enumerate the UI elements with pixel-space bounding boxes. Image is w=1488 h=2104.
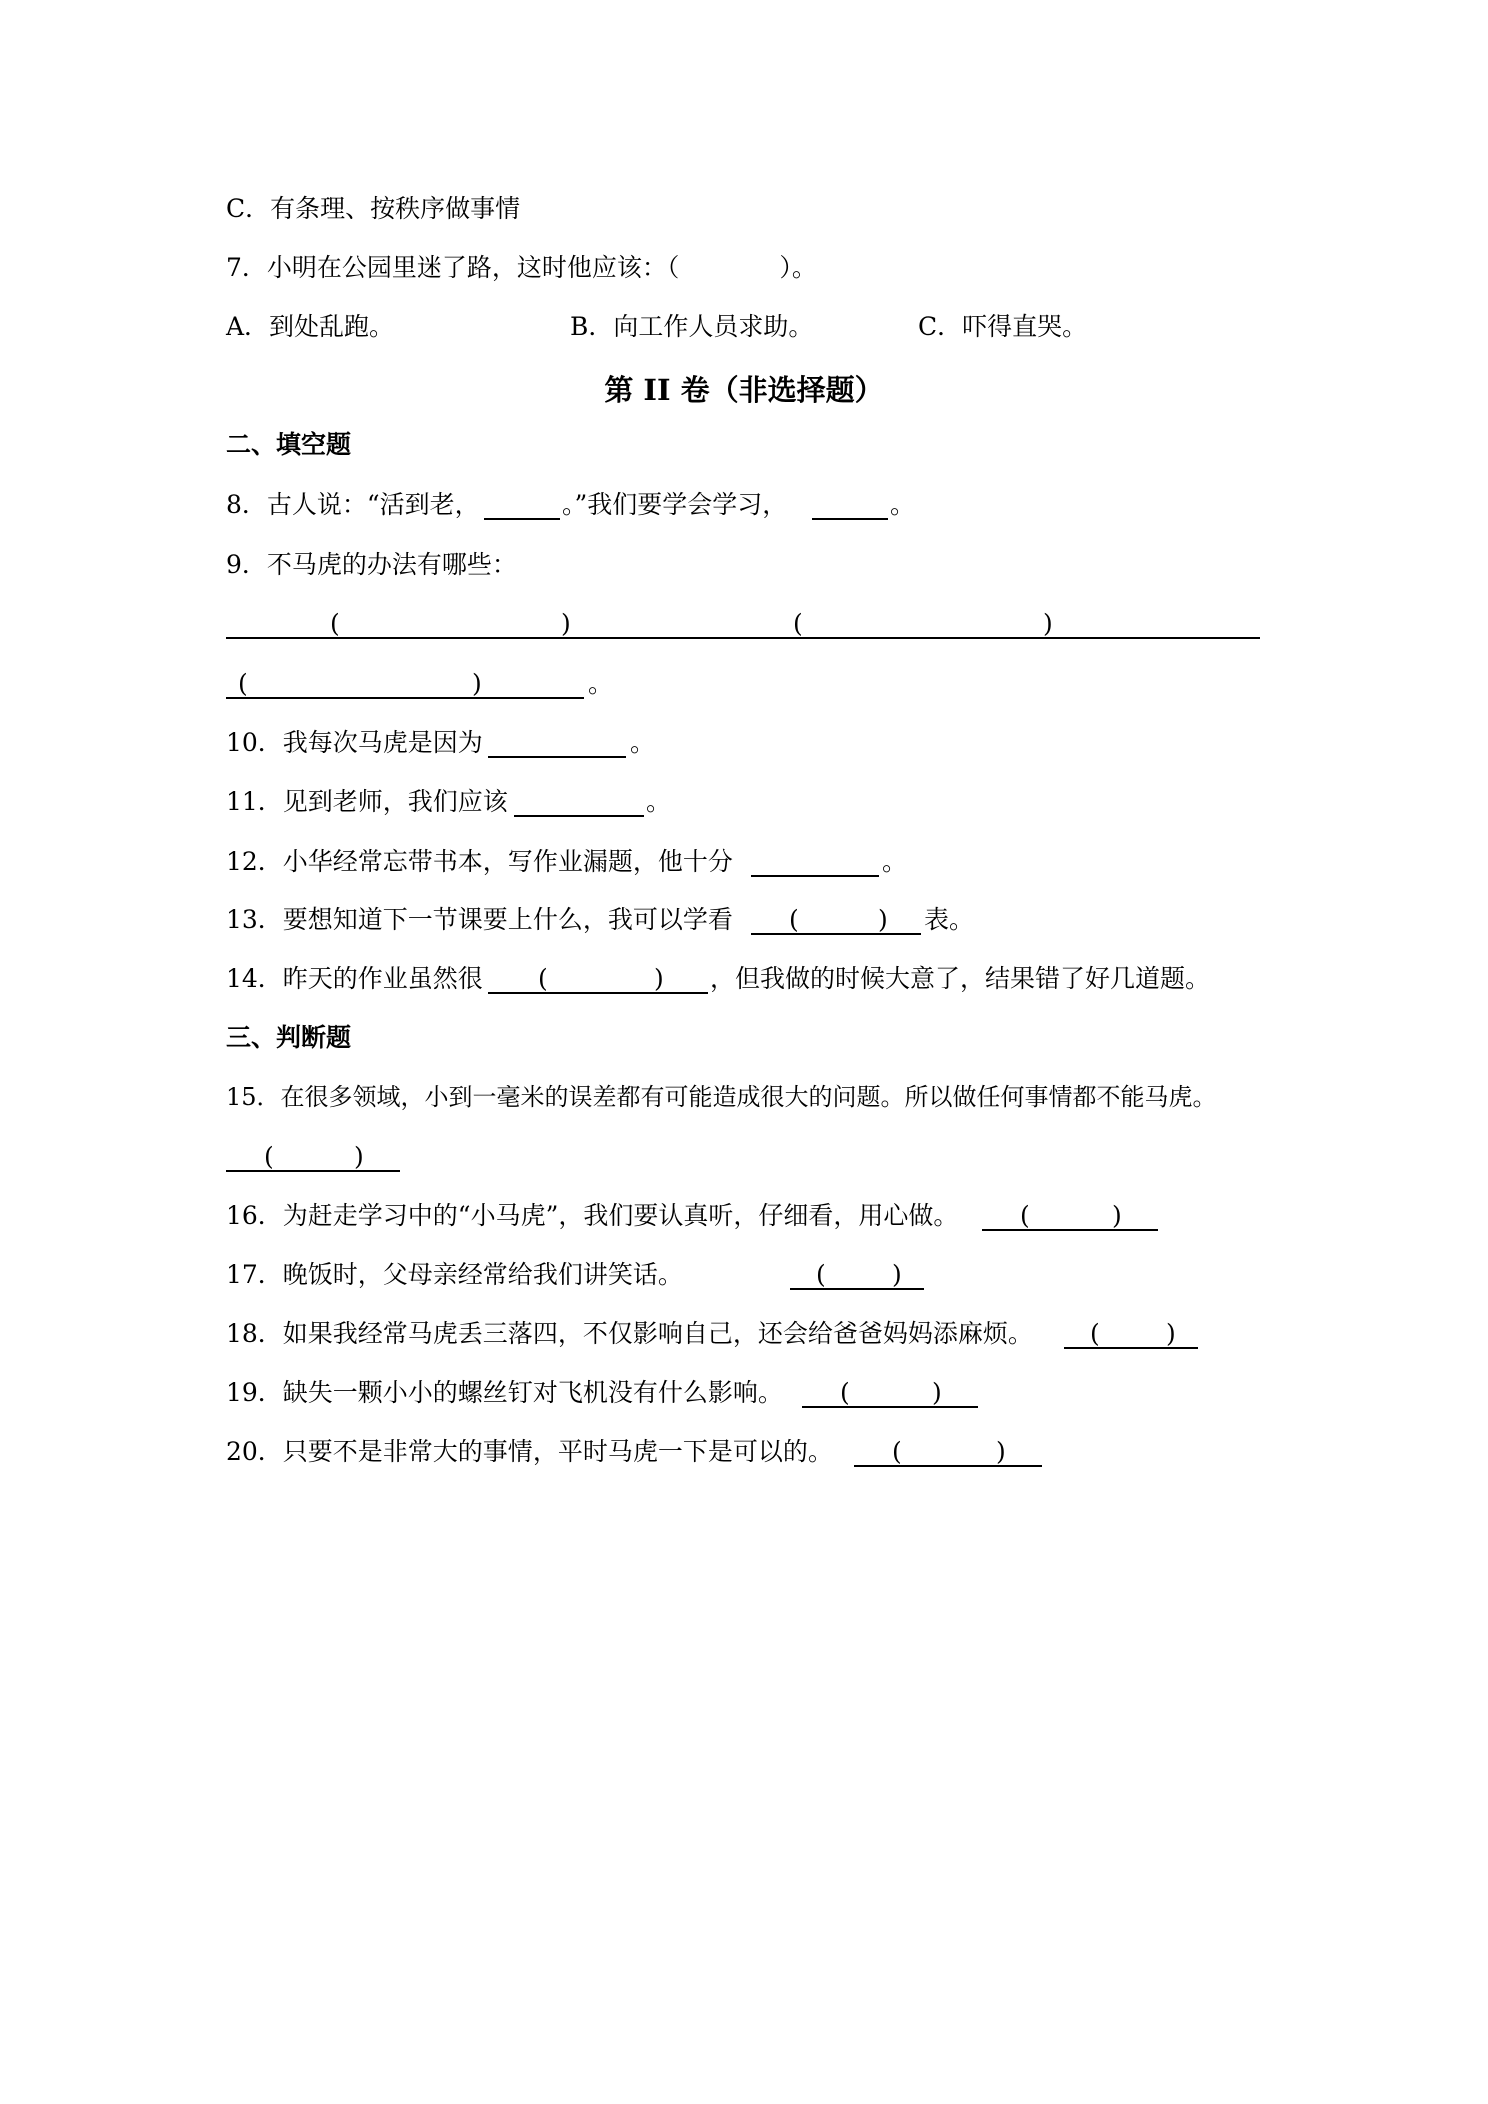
option-c-q6: C．有条理、按秩序做事情 bbox=[226, 194, 521, 223]
q16-text: 16．为赶走学习中的“小马虎”，我们要认真听，仔细看，用心做。 bbox=[226, 1201, 959, 1230]
q12-blank[interactable] bbox=[751, 845, 879, 877]
question-17 bbox=[226, 1258, 1226, 1292]
q18-paren-close: ) bbox=[1166, 1319, 1176, 1348]
q16-paren-close: ) bbox=[1112, 1201, 1122, 1230]
q12-text-b: 。 bbox=[882, 847, 908, 876]
q18-blank[interactable] bbox=[1064, 1317, 1198, 1349]
q15-paren-open: ( bbox=[264, 1142, 274, 1171]
q9-answer-line-1 bbox=[226, 607, 1266, 641]
q9-blank-line-1[interactable] bbox=[226, 607, 1260, 639]
q15-blank[interactable] bbox=[226, 1140, 400, 1172]
q9-paren-open-3: ( bbox=[238, 669, 248, 698]
question-14 bbox=[226, 962, 1286, 996]
question-15: 15．在很多领域，小到一毫米的误差都有可能造成很大的问题。所以做任何事情都不能马虎。 bbox=[226, 1083, 1217, 1111]
q11-text-a: 11．见到老师，我们应该 bbox=[226, 787, 508, 816]
question-16 bbox=[226, 1199, 1226, 1233]
section-2-heading: 二、填空题 bbox=[226, 430, 352, 459]
q19-text: 19．缺失一颗小小的螺丝钉对飞机没有什么影响。 bbox=[226, 1378, 783, 1407]
question-20 bbox=[226, 1435, 1226, 1469]
question-13 bbox=[226, 903, 1126, 937]
question-7: 7．小明在公园里迷了路，这时他应该：（ ）。 bbox=[226, 253, 817, 282]
q13-text-a: 13．要想知道下一节课要上什么，我可以学看 bbox=[226, 905, 733, 934]
q19-paren-close: ) bbox=[932, 1378, 942, 1407]
q9-end-mark: 。 bbox=[588, 669, 614, 698]
q9-paren-open-1: ( bbox=[330, 609, 340, 638]
q8-text-b: 。”我们要学会学习， bbox=[562, 490, 788, 519]
section-3-heading: 三、判断题 bbox=[226, 1023, 352, 1052]
q19-blank[interactable] bbox=[802, 1376, 978, 1408]
q12-text-a: 12．小华经常忘带书本，写作业漏题，他十分 bbox=[226, 847, 733, 876]
q14-blank[interactable] bbox=[488, 962, 708, 994]
q10-blank[interactable] bbox=[488, 726, 626, 758]
q20-paren-open: ( bbox=[892, 1437, 902, 1466]
q20-text: 20．只要不是非常大的事情，平时马虎一下是可以的。 bbox=[226, 1437, 833, 1466]
q14-text-a: 14．昨天的作业虽然很 bbox=[226, 964, 483, 993]
q18-paren-open: ( bbox=[1090, 1319, 1100, 1348]
q16-paren-open: ( bbox=[1020, 1201, 1030, 1230]
q15-answer bbox=[226, 1140, 426, 1174]
question-12 bbox=[226, 845, 1026, 879]
q14-paren-close: ) bbox=[654, 964, 664, 993]
q17-text: 17．晚饭时，父母亲经常给我们讲笑话。 bbox=[226, 1260, 683, 1289]
q18-text: 18．如果我经常马虎丢三落四，不仅影响自己，还会给爸爸妈妈添麻烦。 bbox=[226, 1319, 1033, 1348]
part-2-title: 第 II 卷（非选择题） bbox=[604, 373, 884, 407]
q13-text-b: 表。 bbox=[924, 905, 975, 934]
q8-blank-1[interactable] bbox=[484, 488, 560, 520]
q10-text-a: 10．我每次马虎是因为 bbox=[226, 728, 483, 757]
q13-blank[interactable] bbox=[751, 903, 921, 935]
q17-blank[interactable] bbox=[790, 1258, 924, 1290]
q9-paren-close-2: ) bbox=[1043, 609, 1053, 638]
q14-paren-open: ( bbox=[538, 964, 548, 993]
q8-text-a: 8．古人说：“活到老， bbox=[226, 490, 480, 519]
q9-paren-close-1: ) bbox=[561, 609, 571, 638]
question-8 bbox=[226, 488, 1326, 522]
q20-paren-close: ) bbox=[996, 1437, 1006, 1466]
question-10 bbox=[226, 726, 926, 760]
q7-option-c: C．吓得直哭。 bbox=[918, 312, 1088, 341]
q9-answer-line-2 bbox=[226, 667, 626, 701]
q15-paren-close: ) bbox=[354, 1142, 364, 1171]
q9-paren-open-2: ( bbox=[793, 609, 803, 638]
q9-paren-close-3: ) bbox=[472, 669, 482, 698]
question-9: 9．不马虎的办法有哪些： bbox=[226, 550, 517, 579]
q7-option-b: B．向工作人员求助。 bbox=[570, 312, 814, 341]
question-11 bbox=[226, 785, 926, 819]
q14-text-b: ，但我做的时候大意了，结果错了好几道题。 bbox=[710, 964, 1211, 993]
question-18 bbox=[226, 1317, 1266, 1351]
q17-paren-close: ) bbox=[892, 1260, 902, 1289]
question-19 bbox=[226, 1376, 1226, 1410]
q8-text-c: 。 bbox=[890, 490, 916, 519]
q13-paren-close: ) bbox=[878, 905, 888, 934]
q17-paren-open: ( bbox=[816, 1260, 826, 1289]
q19-paren-open: ( bbox=[840, 1378, 850, 1407]
q11-blank[interactable] bbox=[514, 785, 644, 817]
q16-blank[interactable] bbox=[982, 1199, 1158, 1231]
q8-blank-2[interactable] bbox=[812, 488, 888, 520]
q7-option-a: A．到处乱跑。 bbox=[226, 312, 395, 341]
q13-paren-open: ( bbox=[789, 905, 799, 934]
q10-text-b: 。 bbox=[630, 728, 656, 757]
q11-text-b: 。 bbox=[646, 787, 672, 816]
q20-blank[interactable] bbox=[854, 1435, 1042, 1467]
q9-blank-line-2[interactable] bbox=[226, 667, 584, 699]
